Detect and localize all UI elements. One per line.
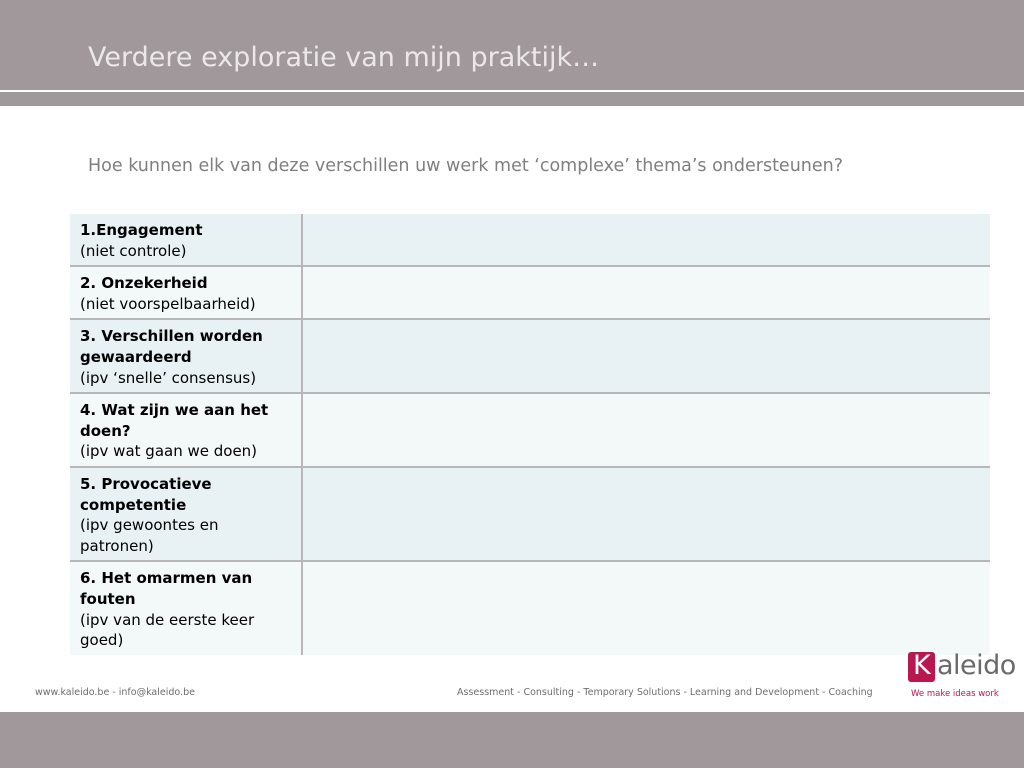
table-row (70, 393, 990, 467)
logo-initial: K (913, 650, 931, 681)
footer-services: Assessment - Consulting - Temporary Solutions - Learning and Development - Coaching (457, 687, 873, 698)
row-heading: 3. Verschillen worden gewaardeerd (80, 327, 263, 366)
row-label (70, 561, 302, 654)
row-label (70, 393, 302, 467)
row-heading: 2. Onzekerheid (80, 274, 208, 293)
reflection-table (70, 214, 990, 655)
table-row (70, 214, 990, 266)
row-label (70, 467, 302, 561)
answer-cell[interactable] (302, 467, 990, 561)
row-note: (ipv wat gaan we doen) (80, 442, 258, 461)
answer-cell[interactable] (302, 319, 990, 393)
header-band-lower (0, 92, 1024, 106)
row-heading: 4. Wat zijn we aan het doen? (80, 401, 269, 440)
row-heading: 6. Het omarmen van fouten (80, 569, 253, 608)
answer-cell[interactable] (302, 393, 990, 467)
logo-wordmark: aleido (937, 650, 1016, 681)
footer-contact: www.kaleido.be - info@kaleido.be (35, 687, 195, 698)
row-note: (niet controle) (80, 241, 187, 260)
slide-question: Hoe kunnen elk van deze verschillen uw werk met ‘complexe’ thema’s ondersteunen? (88, 156, 844, 176)
logo-mark (908, 652, 935, 682)
row-note: (niet voorspelbaarheid) (80, 294, 256, 313)
footer-band (0, 712, 1024, 768)
row-note: (ipv van de eerste keer goed) (80, 610, 255, 650)
slide-title: Verdere exploratie van mijn praktijk… (88, 42, 600, 73)
answer-cell[interactable] (302, 561, 990, 654)
row-heading: 5. Provocatieve competentie (80, 474, 212, 514)
table-row (70, 467, 990, 561)
answer-cell[interactable] (302, 266, 990, 319)
table-row (70, 266, 990, 319)
logo-tagline: We make ideas work (911, 689, 999, 699)
row-label (70, 214, 302, 266)
row-label (70, 319, 302, 393)
row-note: (ipv ‘snelle’ consensus) (80, 368, 257, 387)
kaleido-logo (908, 650, 1016, 700)
row-note: (ipv gewoontes en patronen) (80, 516, 219, 555)
row-heading: 1.Engagement (80, 221, 203, 239)
answer-cell[interactable] (302, 214, 990, 266)
table-row (70, 319, 990, 393)
row-label (70, 266, 302, 319)
table-row (70, 561, 990, 654)
